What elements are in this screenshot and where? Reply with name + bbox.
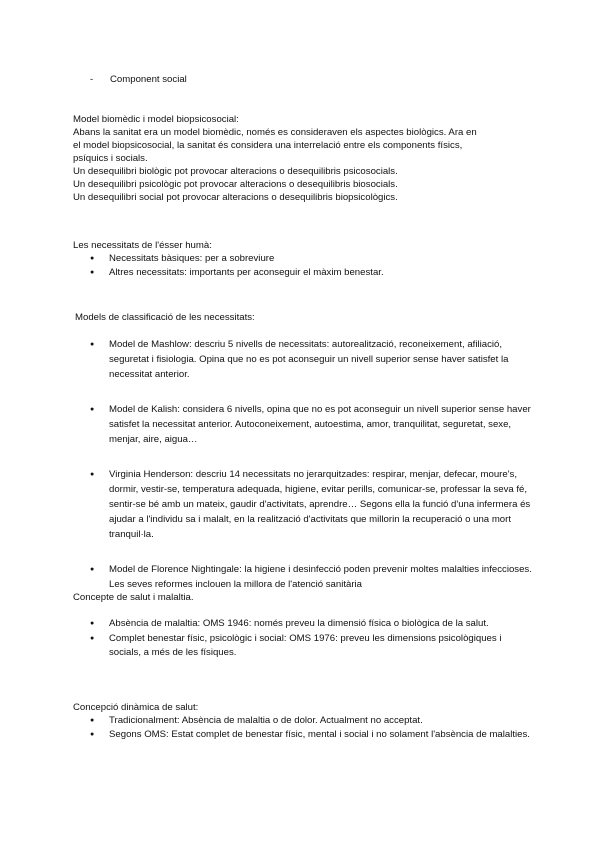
- component-social-item: [90, 73, 187, 86]
- section-model-biomedic: [73, 113, 533, 204]
- list-item: ● Tradicionalment: Absència de malaltia o de dolor. Actualment no acceptat.: [90, 715, 423, 726]
- list-item: ● Necessitats bàsiques: per a sobreviure: [90, 253, 275, 264]
- bullet-icon: ●: [90, 255, 95, 262]
- list-item: ● Model de Mashlow: descriu 5 nivells de necessitats: autorealització, reconeixement, afiliació, seguretat i fisiologia. Opina que no es pot aconseguir un nivell superior sense haver satisfet la necessitat anterior.: [90, 339, 509, 380]
- bullet-icon: ●: [90, 634, 95, 642]
- bullet-icon: ●: [90, 717, 95, 724]
- paragraph-line: Un desequilibri biològic pot provocar alteracions o desequilibris psicosocials.: [73, 166, 398, 177]
- list-item: ● Absència de malaltia: OMS 1946: només preveu la dimensió física o biològica de la salut.: [73, 617, 533, 632]
- section-concepte-salut: [73, 591, 533, 604]
- bullet-icon: ●: [90, 620, 95, 627]
- section-concepcio-dinamica: [73, 701, 533, 741]
- bullet-icon: ●: [90, 341, 95, 348]
- bullet-icon: ●: [90, 268, 95, 276]
- paragraph-line: Un desequilibri social pot provocar alteracions o desequilibris biopsicològics.: [73, 192, 398, 203]
- list-item: ● Altres necessitats: importants per aconseguir el màxim benestar.: [90, 266, 384, 278]
- paragraph-line: psíquics i socials.: [73, 153, 148, 164]
- list-item: ● Virginia Henderson: descriu 14 necessitats no jerarquitzades: respirar, menjar, defecar, moure's, dormir, vestir-se, temperatura adequada, higiene, evitar perills, comunicar-se, professar la seva fé, sentir-se bé amb un mateix, gaudir d'activitats, aprendre… Segons ella la funció d'una infermera és ajudar a l'individu sa i malalt, en la realització d'activitats que millorin la recuperació o una mort tranquil·la.: [90, 469, 531, 540]
- paragraph-line: Un desequilibri psicològic pot provocar alteracions o desequilibris biosocials.: [73, 179, 398, 190]
- bullet-list: [73, 337, 533, 592]
- concepte-list-wrap: [73, 617, 533, 661]
- list-item: ● Model de Florence Nightingale: la higiene i desinfecció poden prevenir moltes malalties infeccioses. Les seves reformes inclouen la millora de l'atenció sanitària: [90, 564, 532, 590]
- section-heading: Les necessitats de l'ésser humà:: [73, 240, 212, 251]
- bullet-list: [73, 617, 533, 661]
- models-list-wrap: [73, 337, 533, 612]
- bullet-icon: ●: [90, 471, 95, 478]
- section-necessitats: [73, 239, 533, 279]
- paragraph-line: el model biopsicosocial, la sanitat és considera una interrelació entre els components físics,: [73, 140, 463, 151]
- bullet-list: [73, 252, 533, 279]
- bullet-list: [73, 714, 533, 741]
- bullet-icon: ●: [90, 566, 95, 573]
- list-item: ● Segons OMS: Estat complet de benestar físic, mental i social i no solament l'absència de malalties.: [90, 728, 530, 740]
- section-heading: Model biomèdic i model biopsicosocial:: [73, 114, 239, 125]
- section-heading: Concepció dinàmica de salut:: [73, 702, 199, 713]
- section-heading: Models de classificació de les necessitats:: [75, 312, 255, 323]
- list-item: ● Complet benestar físic, psicològic i social: OMS 1976: preveu les dimensions psicològiques i socials, a més de les físiques.: [90, 632, 502, 658]
- bullet-icon: ●: [90, 730, 95, 738]
- section-heading: Concepte de salut i malaltia.: [73, 592, 194, 603]
- paragraph-line: Abans la sanitat era un model biomèdic, només es consideraven els aspectes biològics. Ara en: [73, 127, 477, 138]
- section-models-classificacio: [75, 311, 535, 324]
- bullet-icon: ●: [90, 406, 95, 413]
- list-item: ● Model de Kalish: considera 6 nivells, opina que no es pot aconseguir un nivell superior sense haver satisfet la necessitat anterior. Autoconeixement, autoestima, amor, tranquilitat, seguretat, sexe, menjar, aire, aigua…: [90, 404, 531, 445]
- dash-marker: -: [90, 74, 94, 85]
- component-social-label: Component social: [110, 74, 187, 85]
